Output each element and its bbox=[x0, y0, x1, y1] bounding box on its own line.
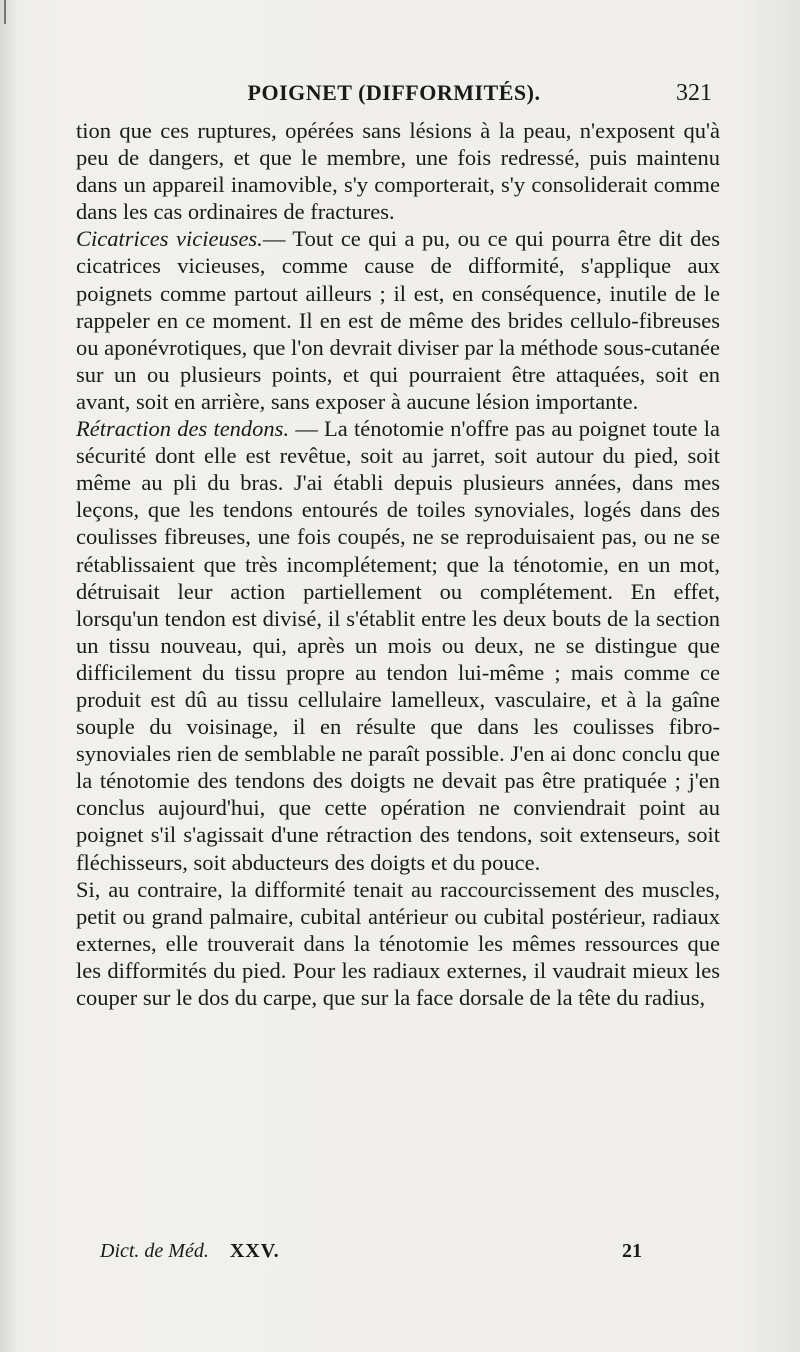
left-margin-mark bbox=[4, 0, 6, 24]
paragraph-text: tion que ces ruptures, opérées sans lésions à la peau, n'exposent qu'à peu de dangers, et que le membre, une fois redressé, puis maintenu dans un appareil inamovible, s'y comporterait, s'y consoliderait comme dans les cas ordinaires de fractures. bbox=[76, 118, 720, 225]
paragraph-text: Si, au contraire, la difformité tenait au raccourcissement des muscles, petit ou grand palmaire, cubital antérieur ou cubital postérieur, radiaux externes, elle trouverait dans la ténotomie les mêmes ressources que les difformités du pied. Pour les radiaux externes, il vaudrait mieux les couper sur le dos du carpe, que sur la face dorsale de la tête du radius, bbox=[76, 876, 720, 1010]
signature-title: Dict. de Méd. bbox=[100, 1240, 209, 1262]
body-text bbox=[76, 117, 720, 1011]
paragraph-text: — Tout ce qui a pu, ou ce qui pourra être dit des cicatrices vicieuses, comme cause de difformité, s'applique aux poignets comme partout ailleurs ; il est, en conséquence, inutile de le rappeler en ce moment. Il en est de même des brides cellulo-fibreuses ou aponévrotiques, que l'on devrait diviser par la méthode sous-cutanée sur un ou plusieurs points, et qui pourraient être attaquées, soit en avant, soit en arrière, sans exposer à aucune lésion importante. bbox=[76, 226, 720, 414]
paragraph-cicatrices bbox=[76, 225, 720, 415]
page-header bbox=[76, 80, 712, 110]
paragraph-text: — La ténotomie n'offre pas au poignet toute la sécurité dont elle est revêtue, soit au jarret, soit autour du pied, soit même au pli du bras. J'ai établi depuis plusieurs années, dans mes leçons, que les tendons entourés de toiles synoviales, logés dans des coulisses fibreuses, une fois coupés, ne se reproduisaient pas, ou ne se rétablissaient que très incomplétement; que la ténotomie, en un mot, détruisait leur action partiellement ou complétement. En effet, lorsqu'un tendon est divisé, il s'établit entre les deux bouts de la section un tissu nouveau, qui, après un mois ou deux, ne se distingue que difficilement du tissu propre au tendon lui-même ; mais comme ce produit est dû au tissu cellulaire lamelleux, vasculaire, et à la gaîne souple du voisinage, il en résulte que dans les coulisses fibro-synoviales rien de semblable ne paraît possible. J'en ai donc conclu que la ténotomie des tendons des doigts ne devait pas être pratiquée ; j'en conclus aujourd'hui, que cette opération ne conviendrait point au poignet s'il s'agissait d'une rétraction des tendons, soit extenseurs, soit fléchisseurs, soit abducteurs des doigts et du pouce. bbox=[76, 416, 721, 875]
paragraph-contraire bbox=[76, 876, 720, 1011]
paragraph-retraction bbox=[76, 415, 720, 876]
signature-volume: XXV. bbox=[229, 1240, 280, 1262]
paragraph-continuation bbox=[76, 117, 720, 225]
page-footer bbox=[100, 1240, 660, 1263]
page-number: 321 bbox=[676, 80, 712, 106]
section-lead-retraction: Rétraction des tendons. bbox=[76, 416, 290, 442]
signature-number: 21 bbox=[622, 1240, 642, 1262]
section-lead-cicatrices: Cicatrices vicieuses. bbox=[76, 226, 263, 252]
running-title: POIGNET (DIFFORMITÉS). bbox=[247, 80, 541, 105]
